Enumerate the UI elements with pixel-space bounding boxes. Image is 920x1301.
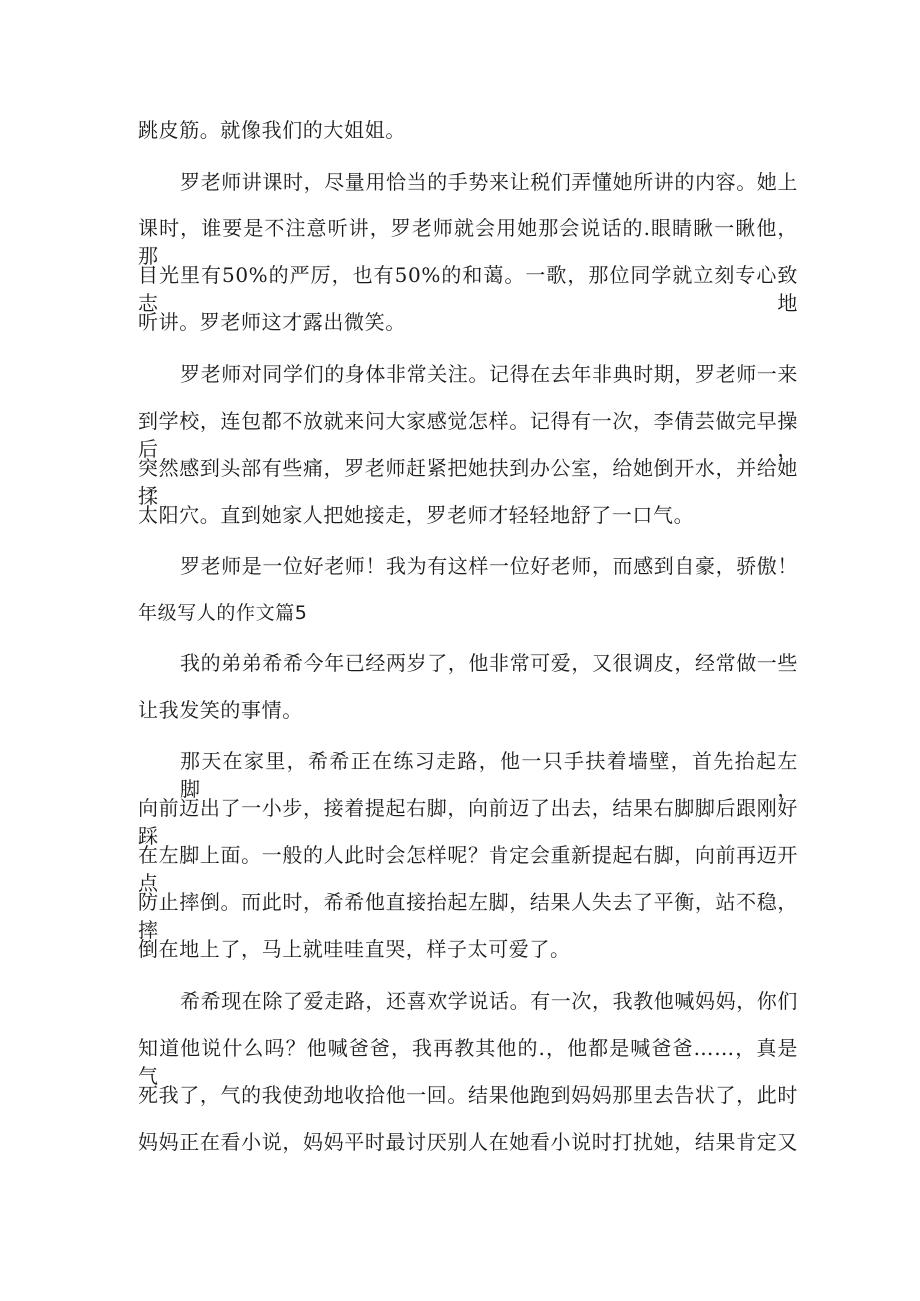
- text-line-20: 知道他说什么吗？他喊爸爸，我再教其他的.，他都是喊爸爸……，真是气: [138, 1036, 798, 1088]
- text-line-18: 倒在地上了，马上就哇哇直哭，样子太可爱了。: [138, 937, 571, 961]
- text-line-15: 向前迈出了一小步，接着提起右脚，向前迈了出去，结果右脚脚后跟刚好踩: [138, 796, 798, 848]
- text-line-17: 防止摔倒。而此时，希希他直接抬起左脚，结果人失去了平衡，站不稳，摔: [138, 890, 798, 942]
- text-line-1: 跳皮筋。就像我们的大姐姐。: [138, 118, 406, 142]
- section-heading: 年级写人的作文篇5: [138, 602, 308, 624]
- text-line-7: 到学校，连包都不放就来问大家感觉怎样。记得有一次，李倩芸做完早操后，: [138, 409, 798, 461]
- text-line-19: 希希现在除了爱走路，还喜欢学说话。有一次，我教他喊妈妈，你们: [180, 989, 798, 1013]
- text-line-12: 我的弟弟希希今年已经两岁了，他非常可爱，又很调皮，经常做一些: [180, 651, 798, 675]
- text-line-5: 听讲。罗老师这才露出微笑。: [138, 310, 406, 334]
- text-line-2: 罗老师讲课时，尽量用恰当的手势来让税们弄懂她所讲的内容。她上: [180, 170, 798, 194]
- text-line-13: 让我发笑的事情。: [138, 698, 303, 722]
- text-line-16: 在左脚上面。一般的人此时会怎样呢？肯定会重新提起右脚，向前再迈开点: [138, 843, 798, 895]
- text-line-9: 太阳穴。直到她家人把她接走，罗老师才轻轻地舒了一口气。: [138, 503, 695, 527]
- text-line-4: 目光里有50%的严厉，也有50%的和蔼。一歌，那位同学就立刻专心致志地: [138, 263, 798, 315]
- text-line-6: 罗老师对同学们的身体非常关注。记得在去年非典时期，罗老师一来: [180, 362, 798, 386]
- text-line-22: 妈妈正在看小说，妈妈平时最讨厌别人在她看小说时打扰她，结果肯定又: [138, 1130, 798, 1154]
- text-line-8: 突然感到头部有些痛，罗老师赶紧把她扶到办公室，给她倒开水，并给她揉: [138, 456, 798, 508]
- text-line-14: 那天在家里，希希正在练习走路，他一只手扶着墙壁，首先抬起左脚，: [180, 749, 798, 801]
- text-line-21: 死我了，气的我使劲地收拾他一回。结果他跑到妈妈那里去告状了，此时: [138, 1083, 798, 1107]
- text-line-3: 课时，谁要是不注意听讲，罗老师就会用她那会说话的.眼睛瞅一瞅他，那: [138, 216, 798, 268]
- text-line-10: 罗老师是一位好老师！我为有这样一位好老师，而感到自豪，骄傲！: [180, 554, 798, 578]
